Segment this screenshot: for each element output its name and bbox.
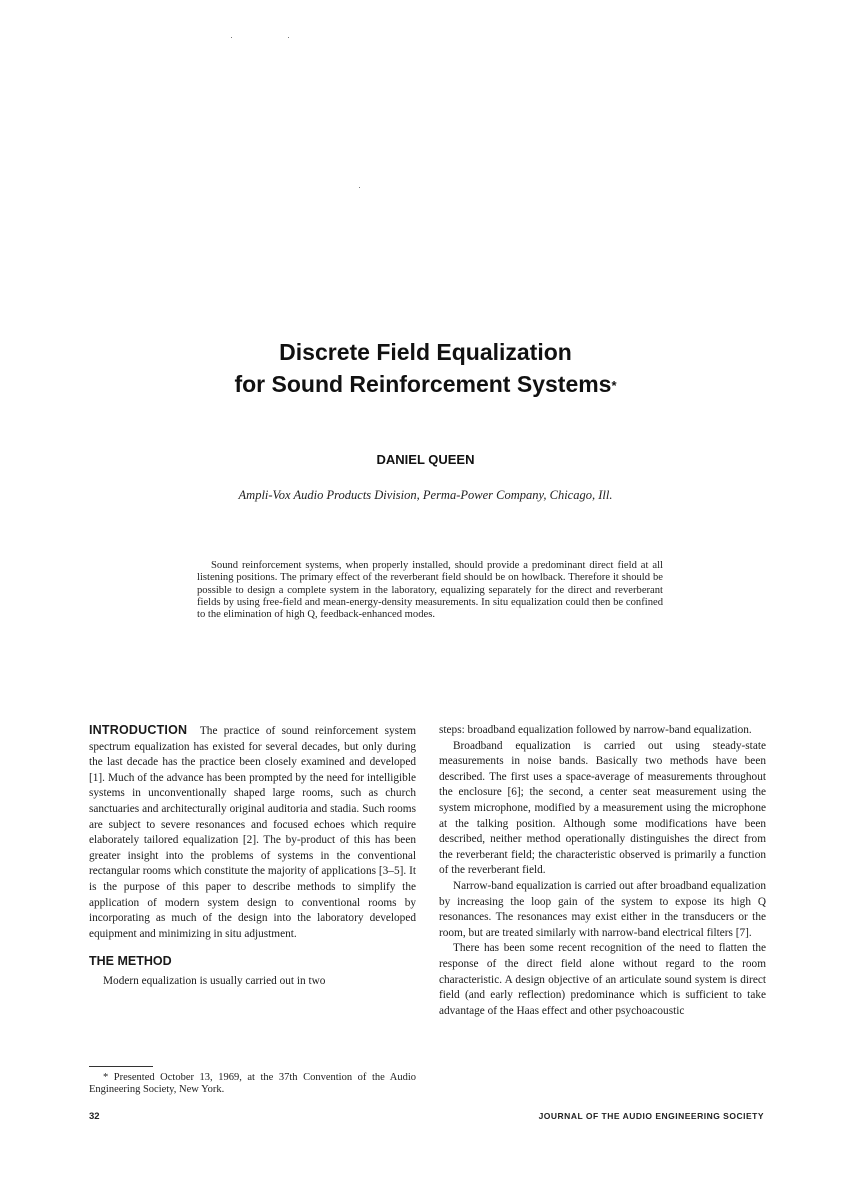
- paragraph-narrowband: Narrow-band equalization is carried out after broadband equalization by increasing the loop gain of the system to expose its high Q resonances. The resonances may exist either in the transducers or the room, but are treated similarly with narrow-band electrical filters [7].: [439, 879, 766, 939]
- introduction-heading: INTRODUCTION: [89, 723, 188, 737]
- scan-speck: [288, 37, 289, 38]
- title-line-2: for Sound Reinforcement Systems*: [234, 371, 617, 397]
- abstract: Sound reinforcement systems, when properly installed, should provide a predominant direct field at all listening positions. The primary effect of the reverberant field should be on howlback. Therefore it should be possible to design a complete system in the laboratory, equalizing separately for the direct and reverberant fields by using free-field and mean-energy-density measurements. In situ equalization could then be confined to the elimination of high Q, feedback-enhanced modes.: [197, 560, 663, 621]
- left-column: [89, 723, 416, 990]
- introduction-paragraph: [89, 723, 416, 942]
- article-title: [0, 336, 851, 400]
- title-footnote-mark: *: [611, 378, 617, 393]
- scan-speck: [231, 37, 232, 38]
- author-affiliation: Ampli-Vox Audio Products Division, Perma-Power Company, Chicago, Ill.: [238, 488, 613, 502]
- method-paragraph: Modern equalization is usually carried out in two: [103, 974, 326, 987]
- journal-name: JOURNAL OF THE AUDIO ENGINEERING SOCIETY: [538, 1111, 764, 1121]
- page-number: 32: [89, 1111, 100, 1122]
- method-heading: THE METHOD: [89, 954, 172, 969]
- paragraph-steps: steps: broadband equalization followed by narrow-band equalization.: [439, 724, 752, 736]
- author-name: DANIEL QUEEN: [376, 452, 475, 467]
- footnote-rule: [89, 1066, 153, 1067]
- paragraph-broadband: Broadband equalization is carried out using steady-state measurements in noise bands. Basically two methods have been described. The first uses a space-average of measurements throughout the enclosure [6]; the second, a center seat measurement using the system microphone, modified by a measurement using the microphone at the talking position. Although some modifications have been described, neither method operationally distinguishes the direct from the reverberant field; the characteristic observed is primarily a function of the reverberant field.: [439, 739, 766, 877]
- right-column: [439, 723, 766, 1019]
- introduction-text: The practice of sound reinforcement system spectrum equalization has existed for several decades, but only during the last decade has the practice been closely examined and developed [1]. Much of the advance has been prompted by the need for intelligible systems in unconventionally shaped large rooms, such as church sanctuaries and architecturally original auditoria and stadia. Such rooms are subject to severe resonances and focused echoes which require elaborately tailored equalization [2]. The by-product of this has been greater insight into the problems of systems in the conventional rectangular rooms which constitute the majority of applications [3–5]. It is the purpose of this paper to describe methods to simplify the application of modern system design to conventional rooms by incorporating as much of the design into the laboratory developed equipment and minimizing in situ adjustment.: [89, 725, 417, 940]
- paragraph-direct-field: There has been some recent recognition of the need to flatten the response of the direct field alone without regard to the room characteristic. A design objective of an articulate sound system is direct field (and early reflection) predominance which is sufficient to take advantage of the Haas effect and other psychoacoustic: [439, 942, 766, 1017]
- title-line-1: Discrete Field Equalization: [279, 339, 572, 365]
- scan-speck: [359, 187, 360, 188]
- footnote: * Presented October 13, 1969, at the 37th Convention of the Audio Engineering Society, New York.: [89, 1072, 416, 1095]
